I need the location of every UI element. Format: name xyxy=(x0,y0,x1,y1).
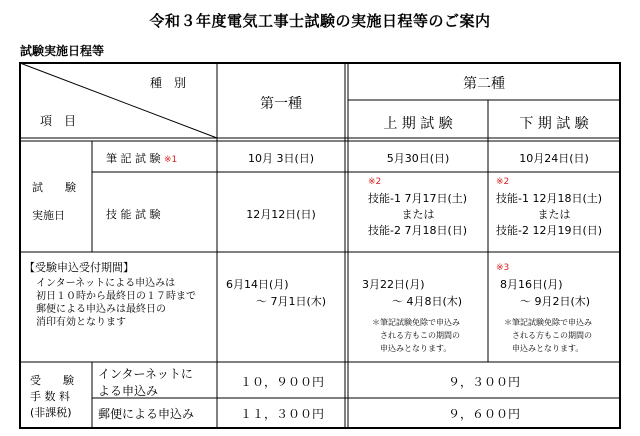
fee-internet-second-kind: ９，３００円 xyxy=(447,375,520,389)
second-half-note-line2: される方もこの期間の xyxy=(512,331,592,340)
application-first-kind-end: ～ 7月1日(木) xyxy=(256,295,327,308)
header-item-label: 項 目 xyxy=(40,114,77,128)
fee-internet-label xyxy=(98,365,193,399)
practical-second-half-option2: 技能-2 12月19日(日) xyxy=(496,224,603,237)
application-first-half-start: 3月22日(月) xyxy=(362,278,425,291)
practical-first-half-option2: 技能-2 7月18日(日) xyxy=(368,224,468,237)
written-date-first-half: 5月30日(日) xyxy=(386,152,450,165)
written-date-second-half: 10月24日(日) xyxy=(519,152,589,165)
header-second-kind: 第二種 xyxy=(463,76,505,92)
application-first-half-end: ～ 4月8日(木) xyxy=(392,295,463,308)
practical-first-half-option1: 技能-1 7月17日(土) xyxy=(368,192,468,205)
fees-label-line1: 受 験 xyxy=(30,374,74,387)
application-desc-line4: 消印有効となります xyxy=(36,317,126,328)
practical-first-half-or: または xyxy=(401,208,435,221)
application-description xyxy=(36,277,196,329)
exam-label-line2: 実施日 xyxy=(32,209,65,222)
practical-second-half-or: または xyxy=(537,208,571,221)
application-second-half-note xyxy=(504,316,592,355)
application-first-kind-start: 6月14日(月) xyxy=(226,278,289,291)
page-title: 令和３年度電気工事士試験の実施日程等のご案内 xyxy=(149,12,491,30)
application-second-half-end: ～ 9月2日(木) xyxy=(520,295,591,308)
written-exam-note-mark: ※1 xyxy=(164,155,178,165)
practical-date-first-kind: 12月12日(日) xyxy=(246,208,316,221)
first-half-note-line3: 申込みとなります。 xyxy=(380,344,452,353)
header-type-label: 種 別 xyxy=(150,76,187,90)
second-half-note-line1: ＊筆記試験免除で申込み xyxy=(504,318,592,327)
application-desc-line1: インターネットによる申込みは xyxy=(36,278,176,289)
fee-internet-label-line2: よる申込み xyxy=(98,384,159,398)
header-second-half-exam: 下 期 試 験 xyxy=(519,116,589,132)
application-desc-line2: 初日１０時から最終日の１７時まで xyxy=(36,291,196,302)
fee-mail-second-kind: ９，６００円 xyxy=(447,407,520,421)
fees-label xyxy=(30,372,74,420)
fees-label-line3: (非課税) xyxy=(30,406,72,419)
application-second-half-start: 8月16日(月) xyxy=(500,278,563,291)
header-first-kind: 第一種 xyxy=(260,96,302,112)
second-half-note-line3: 申込みとなります。 xyxy=(512,344,584,353)
first-half-note-line2: される方もこの期間の xyxy=(380,331,460,340)
first-half-note-line1: ＊筆記試験免除で申込み xyxy=(372,318,460,327)
application-period-heading: 【受験申込受付期間】 xyxy=(24,261,134,274)
fee-mail-label: 郵便による申込み xyxy=(98,407,195,421)
fee-mail-first-kind: １１，３００円 xyxy=(240,407,325,421)
written-exam-label-text: 筆 記 試 験 xyxy=(106,152,161,165)
practical-exam-label: 技 能 試 験 xyxy=(106,208,161,221)
application-desc-line3: 郵便による申込みは最終日の xyxy=(36,304,166,315)
fees-label-line2: 手 数 料 xyxy=(30,390,70,403)
fee-internet-label-line1: インターネットに xyxy=(98,367,193,381)
application-first-half-note xyxy=(372,316,460,355)
section-subtitle: 試験実施日程等 xyxy=(20,44,105,58)
fee-internet-first-kind: １０，９００円 xyxy=(240,375,325,389)
practical-first-half-note-mark: ※2 xyxy=(368,177,382,187)
written-exam-label xyxy=(106,150,177,166)
practical-second-half-note-mark: ※2 xyxy=(496,177,510,187)
header-first-half-exam: 上 期 試 験 xyxy=(383,116,453,132)
practical-second-half-option1: 技能-1 12月18日(土) xyxy=(496,192,603,205)
written-date-first-kind: 10月 3日(日) xyxy=(247,152,315,165)
application-second-half-note-mark: ※3 xyxy=(496,263,510,273)
exam-label-line1: 試 験 xyxy=(32,181,76,194)
